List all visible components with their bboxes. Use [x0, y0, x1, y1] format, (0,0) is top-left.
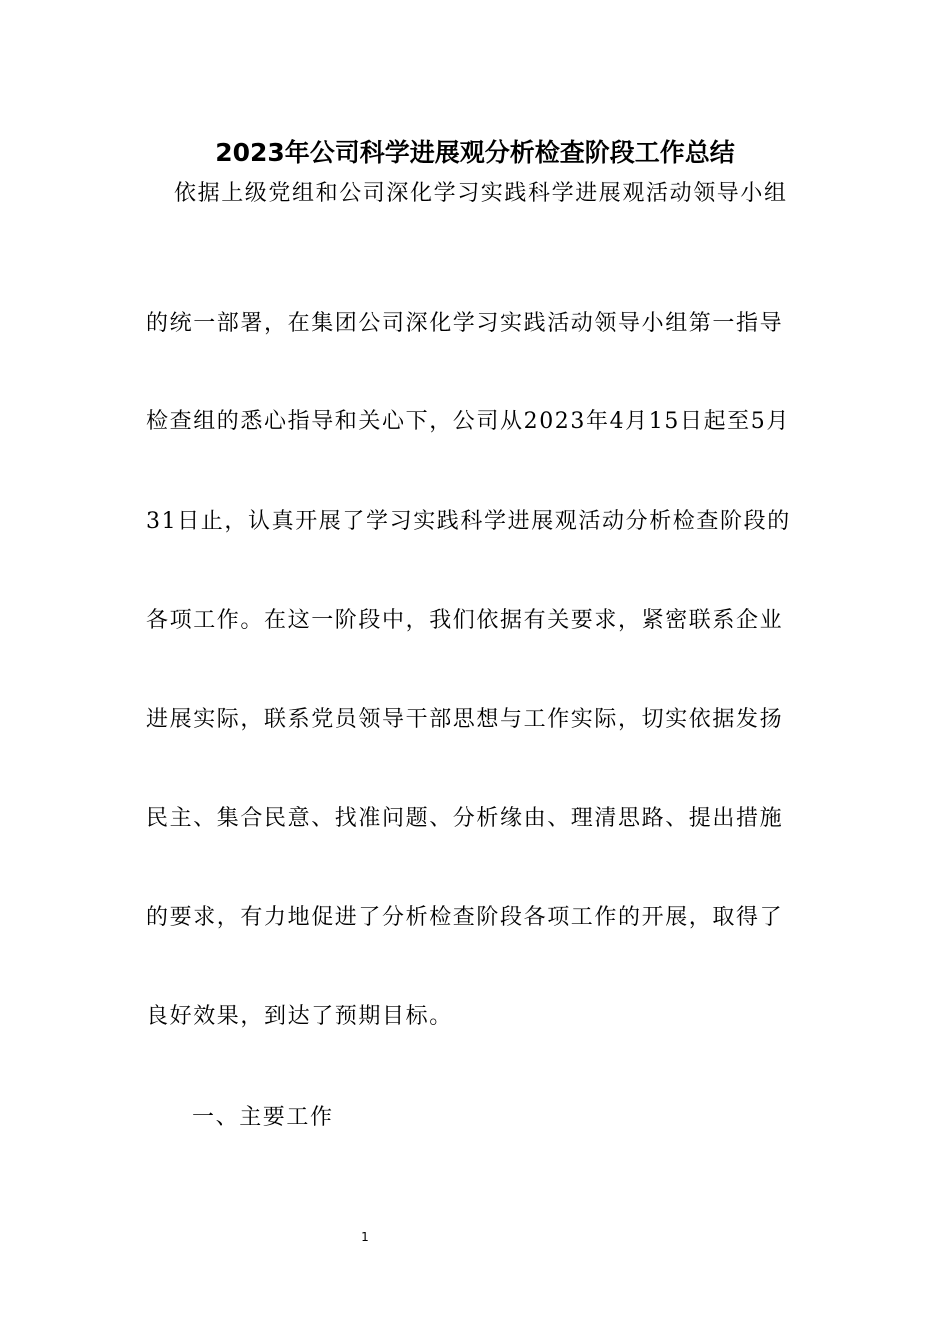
- paragraph-line-7: 民主、集合民意、找准问题、分析缘由、理清思路、提出措施: [146, 806, 784, 831]
- paragraph-line-4: 31日止，认真开展了学习实践科学进展观活动分析检查阶段的: [146, 509, 791, 534]
- paragraph-line-1: 依据上级党组和公司深化学习实践科学进展观活动领导小组: [174, 181, 788, 206]
- document-title: 2023年公司科学进展观分析检查阶段工作总结: [215, 138, 735, 167]
- paragraph-line-3: 检查组的悉心指导和关心下，公司从2023年4月15日起至5月: [146, 409, 790, 434]
- paragraph-line-9: 良好效果，到达了预期目标。: [146, 1004, 453, 1029]
- paragraph-line-2: 的统一部署，在集团公司深化学习实践活动领导小组第一指导: [146, 311, 784, 336]
- page-number: 1: [361, 1230, 369, 1244]
- paragraph-line-5: 各项工作。在这一阶段中，我们依据有关要求，紧密联系企业: [146, 608, 784, 633]
- paragraph-line-8: 的要求，有力地促进了分析检查阶段各项工作的开展，取得了: [146, 905, 784, 930]
- section-heading: 一、主要工作: [192, 1105, 334, 1130]
- paragraph-line-6: 进展实际，联系党员领导干部思想与工作实际，切实依据发扬: [146, 707, 784, 732]
